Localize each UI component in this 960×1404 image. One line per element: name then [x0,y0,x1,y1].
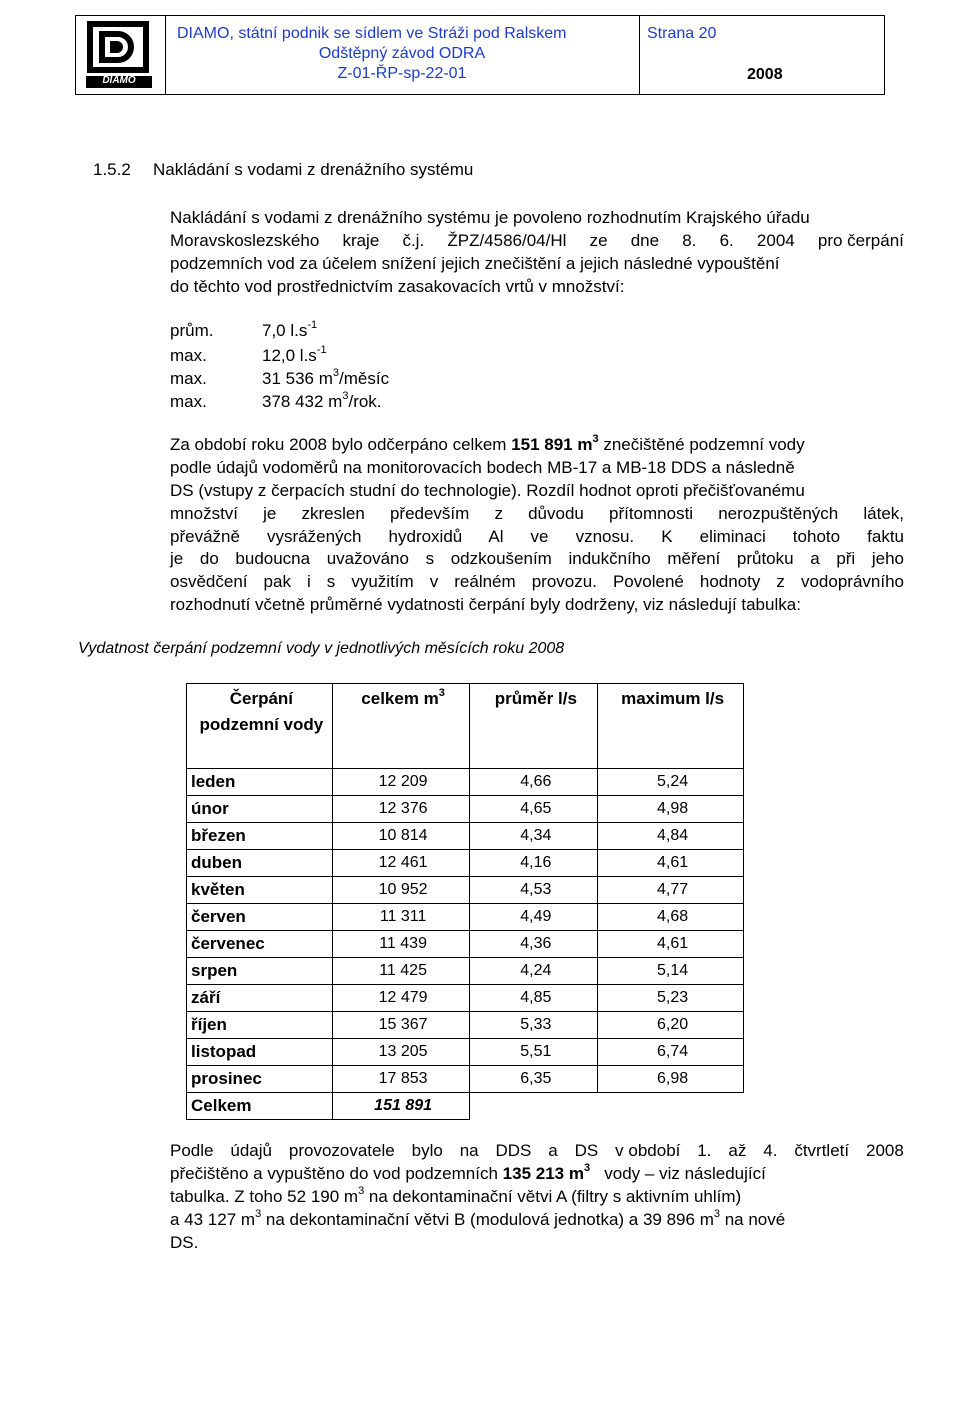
maximum-cell: 4,84 [598,823,744,850]
maximum-cell: 4,98 [598,796,744,823]
para3-text: vody – viz následující [604,1164,766,1183]
word: 2004 [756,231,795,250]
month-cell: duben [187,850,333,877]
word: ŽPZ/4586/04/Hl [447,231,567,250]
para3-line-5: DS. [170,1233,199,1252]
limit-value [262,392,382,412]
total-cell: 15 367 [332,1012,470,1039]
average-cell: 4,85 [470,985,598,1012]
intro-line-1: Nakládání s vodami z drenážního systému je povoleno rozhodnutím Krajského úřadu [170,208,810,227]
month-cell: leden [187,769,333,796]
month-cell: listopad [187,1039,333,1066]
word: 1. [697,1141,712,1160]
total-cell: 10 952 [332,877,470,904]
intro-line-4: do těchto vod prostřednictvím zasakovacích vrtů v množství: [170,277,625,296]
maximum-cell: 5,23 [598,985,744,1012]
pumped-total: 151 891 m [511,435,593,454]
header-cell-average: průměr l/s [470,684,598,769]
maximum-cell: 6,74 [598,1039,744,1066]
limit-unit-sup: 3 [342,390,349,403]
para3-line-4 [170,1210,785,1230]
total-cell: 17 853 [332,1066,470,1093]
table-row [187,958,744,985]
header-cell-source: Čerpání podzemní vody [187,684,333,769]
para3-text: přečištěno a vypuštěno do vod podzemních [170,1164,498,1183]
total-cell: 12 376 [332,796,470,823]
average-cell: 4,49 [470,904,598,931]
para2-line-8: rozhodnutí včetně průměrné vydatnosti čerpání byly dodrženy, viz následují tabulka: [170,595,801,614]
month-cell: červenec [187,931,333,958]
word: č.j. [402,231,425,250]
total-label-cell: Celkem [187,1093,333,1120]
para3-line-1 [170,1141,904,1161]
para3-text: na nové [724,1210,786,1229]
header-total-sup: 3 [438,687,445,700]
average-cell: 4,65 [470,796,598,823]
limit-amount: 378 432 m [262,392,343,411]
section-title: Nakládání s vodami z drenážního systému [153,160,474,179]
limit-value [262,369,389,389]
limit-value [262,321,317,341]
table-total-row [187,1093,744,1120]
table-row [187,1012,744,1039]
word: 4. [763,1141,778,1160]
total-cell: 10 814 [332,823,470,850]
table-row [187,877,744,904]
monthly-pumping-table [186,683,744,1120]
limit-suffix: /rok. [348,392,382,411]
unit-sup: 3 [358,1185,365,1198]
total-cell: 12 209 [332,769,470,796]
para2-line-6: je do budoucna uvažováno s odzkoušením indukčního měření průtoku a při jeho [170,549,904,568]
total-cell: 12 479 [332,985,470,1012]
month-cell: prosinec [187,1066,333,1093]
average-cell: 5,51 [470,1039,598,1066]
table-caption: Vydatnost čerpání podzemní vody v jednotlivých měsících roku 2008 [78,640,565,657]
limit-label: max. [170,392,207,411]
limit-amount: 12,0 l.s [262,346,317,365]
limit-amount: 31 536 m [262,369,333,388]
word: až [728,1141,747,1160]
month-cell: srpen [187,958,333,985]
company-name: DIAMO, státní podnik se sídlem ve Stráži pod Ralskem [177,25,567,42]
para2-text: Za období roku 2008 bylo odčerpáno celkem [170,435,507,454]
maximum-cell: 4,61 [598,850,744,877]
word: a [548,1141,558,1160]
para3-text: a 43 127 m [170,1210,256,1229]
month-cell: červen [187,904,333,931]
document-code: Z-01-ŘP-sp-22-01 [337,65,467,82]
word: čtvrtletí [794,1141,850,1160]
word: Podle [170,1141,214,1160]
limit-unit-sup: -1 [316,344,327,357]
page-header [75,15,885,95]
maximum-cell: 6,98 [598,1066,744,1093]
para2-line-4: množství je zkreslen především z důvodu přítomnosti nerozpuštěných látek, [170,504,904,523]
word: bylo [411,1141,443,1160]
total-cell: 12 461 [332,850,470,877]
logo-text: DIAMO [102,75,136,86]
month-cell: únor [187,796,333,823]
limit-value [262,346,327,366]
maximum-cell: 4,68 [598,904,744,931]
maximum-cell: 5,14 [598,958,744,985]
maximum-cell: 5,24 [598,769,744,796]
table-row [187,769,744,796]
word: kraje [342,231,380,250]
word: ze [589,231,608,250]
average-cell: 4,36 [470,931,598,958]
branch-name: Odštěpný závod ODRA [318,45,486,62]
para2-line-1 [170,435,805,455]
para2-line-5: převážně vysrážených hydroxidů Al ve vznosu. K eliminaci tohoto faktu [170,527,904,546]
table-header-row [187,684,744,769]
unit-sup: 3 [713,1208,720,1221]
para2-line-7: osvědčení pak i s využitím v reálném provozu. Povolené hodnoty z vodoprávního [170,572,904,591]
month-cell: březen [187,823,333,850]
average-cell: 4,66 [470,769,598,796]
page-number: Strana 20 [647,25,717,42]
limit-label: prům. [170,321,214,340]
total-cell: 11 425 [332,958,470,985]
unit-sup: 3 [255,1208,262,1221]
word: v období [615,1141,681,1160]
total-cell: 11 311 [332,904,470,931]
word: Moravskoslezského [170,231,320,250]
treated-total: 135 213 m [502,1164,584,1183]
intro-line-2 [170,231,904,251]
word: 8. [682,231,697,250]
section-number: 1.5.2 [93,160,131,179]
para3-line-3 [170,1187,741,1207]
header-year: 2008 [747,66,783,83]
table-row [187,850,744,877]
table-row [187,985,744,1012]
average-cell: 4,24 [470,958,598,985]
table-row [187,1039,744,1066]
word: pro čerpání [817,231,904,250]
para3-text: na dekontaminační větvi A (filtry s aktivním uhlím) [368,1187,742,1206]
maximum-cell: 4,61 [598,931,744,958]
header-cell-maximum: maximum l/s [598,684,744,769]
word: provozovatele [288,1141,395,1160]
word: 6. [719,231,734,250]
para2-line-3: DS (vstupy z čerpacích studní do technologie). Rozdíl hodnot oproti přečišťovanému [170,481,805,500]
average-cell: 6,35 [470,1066,598,1093]
month-cell: květen [187,877,333,904]
average-cell: 4,53 [470,877,598,904]
average-cell: 4,16 [470,850,598,877]
intro-line-3: podzemních vod za účelem snížení jejich znečištění a jejich následné vypouštění [170,254,780,273]
average-cell: 4,34 [470,823,598,850]
table-row [187,904,744,931]
para3-text: tabulka. Z toho 52 190 m [170,1187,359,1206]
maximum-cell: 6,20 [598,1012,744,1039]
total-cell: 11 439 [332,931,470,958]
limit-suffix: /měsíc [339,369,390,388]
para3-line-2 [170,1164,766,1184]
treated-total-unit-sup: 3 [583,1162,591,1175]
word: dne [630,231,660,250]
limit-unit-sup: -1 [307,319,318,332]
month-cell: říjen [187,1012,333,1039]
table-row [187,931,744,958]
grand-total-cell: 151 891 [332,1093,470,1120]
word: DDS [495,1141,532,1160]
header-total-label: celkem m [361,689,439,708]
average-cell: 5,33 [470,1012,598,1039]
limit-amount: 7,0 l.s [262,321,308,340]
word: údajů [230,1141,272,1160]
limit-unit-sup: 3 [332,367,340,380]
para2-text: znečištěné podzemní vody [603,435,805,454]
table-row [187,1066,744,1093]
word: na [459,1141,479,1160]
limit-label: max. [170,346,207,365]
limit-label: max. [170,369,207,388]
table-row [187,823,744,850]
header-cell-total [332,684,470,769]
para2-line-2: podle údajů vodoměrů na monitorovacích bodech MB-17 a MB-18 DDS a následně [170,458,795,477]
maximum-cell: 4,77 [598,877,744,904]
total-cell: 13 205 [332,1039,470,1066]
para3-text: na dekontaminační větvi B (modulová jednotka) a 39 896 m [265,1210,714,1229]
month-cell: září [187,985,333,1012]
table-row [187,796,744,823]
word: 2008 [866,1141,904,1160]
word: DS [574,1141,599,1160]
pumped-total-unit-sup: 3 [592,433,599,446]
